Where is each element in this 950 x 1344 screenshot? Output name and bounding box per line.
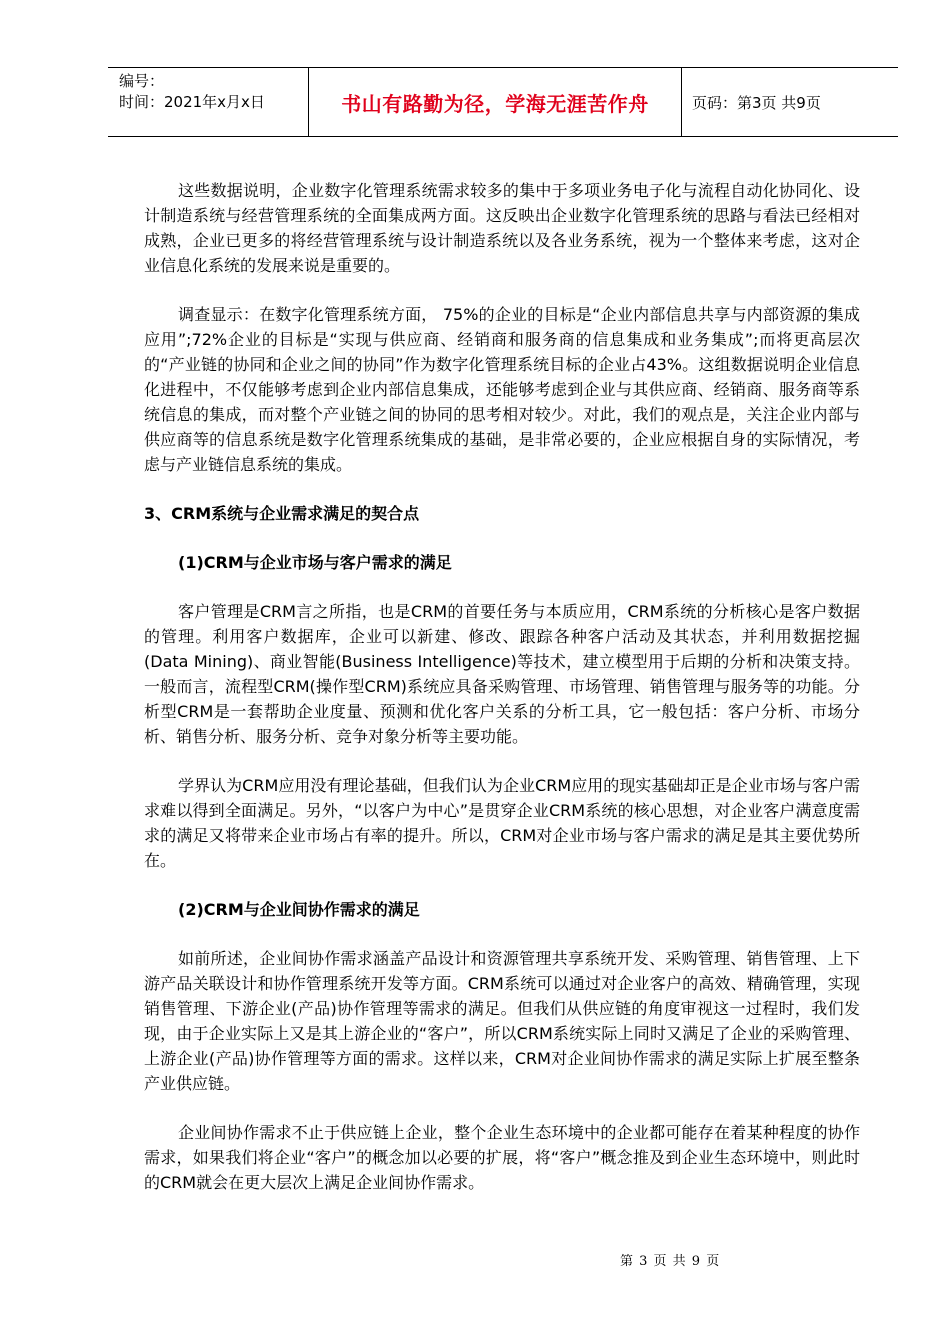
subsection-heading-collaboration: (2)CRM与企业间协作需求的满足 [178, 900, 420, 919]
paragraph-ecosystem: 企业间协作需求不止于供应链上企业，整个企业生态环境中的企业都可能存在着某种程度的协作需求，如果我们将企业“客户”的概念加以必要的扩展，将“客户”概念推及到企业生态环境中，则此时的CRM就会在更大层次上满足企业间协作需求。 [144, 1123, 860, 1192]
header-page-number: 页码：第3页 共9页 [692, 93, 821, 112]
subsection-heading-market: (1)CRM与企业市场与客户需求的满足 [178, 553, 452, 572]
paragraph-crm-basis: 学界认为CRM应用没有理论基础，但我们认为企业CRM应用的现实基础却正是企业市场与客户需求难以得到全面满足。另外，“以客户为中心”是贯穿企业CRM系统的核心思想，对企业客户满意度需求的满足又将带来企业市场占有率的提升。所以，CRM对企业市场与客户需求的满足是其主要优势所在。 [144, 776, 860, 870]
paragraph-customer-management: 客户管理是CRM言之所指，也是CRM的首要任务与本质应用，CRM系统的分析核心是客户数据的管理。利用客户数据库，企业可以新建、修改、跟踪各种客户活动及其状态，并利用数据挖掘(Data Mining)、商业智能(Business Intelligence)等技术，建立模型用于后期的分析和决策支持。一般而言，流程型CRM(操作型CRM)系统应具备采购管理、市场管理、销售管理与服务等的功能。分析型CRM是一套帮助企业度量、预测和优化客户关系的分析工具，它一般包括：客户分析、市场分析、销售分析、服务分析、竞争对象分析等主要功能。 [144, 602, 860, 746]
document-number-label: 编号： [119, 72, 165, 90]
paragraph-supply-chain: 如前所述，企业间协作需求涵盖产品设计和资源管理共享系统开发、采购管理、销售管理、上下游产品关联设计和协作管理系统开发等方面。CRM系统可以通过对企业客户的高效、精确管理，实现销售管理、下游企业(产品)协作管理等需求的满足。但我们从供应链的角度审视这一过程时，我们发现，由于企业实际上又是其上游企业的“客户”，所以CRM系统实际上同时又满足了企业的采购管理、上游企业(产品)协作管理等方面的需求。这样以来，CRM对企业间协作需求的满足实际上扩展至整条产业供应链。 [144, 949, 860, 1093]
document-date-label: 时间：2021年x月x日 [119, 93, 265, 111]
header-motto: 书山有路勤为径，学海无涯苦作舟 [309, 68, 682, 136]
paragraph-data-analysis: 这些数据说明，企业数字化管理系统需求较多的集中于多项业务电子化与流程自动化协同化、设计制造系统与经营管理系统的全面集成两方面。这反映出企业数字化管理系统的思路与看法已经相对成熟，企业已更多的将经营管理系统与设计制造系统以及各业务系统，视为一个整体来考虑，这对企业信息化系统的发展来说是重要的。 [144, 181, 860, 275]
document-body [144, 178, 860, 1219]
section-heading: 3、CRM系统与企业需求满足的契合点 [144, 504, 420, 523]
paragraph-survey-results: 调查显示：在数字化管理系统方面， 75%的企业的目标是“企业内部信息共享与内部资源的集成应用”;72%企业的目标是“实现与供应商、经销商和服务商的信息集成和业务集成”;而将更高层次的“产业链的协同和企业之间的协同”作为数字化管理系统目标的企业占43%。这组数据说明企业信息化进程中，不仅能够考虑到企业内部信息集成，还能够考虑到企业与其供应商、经销商、服务商等系统信息的集成，而对整个产业链之间的协同的思考相对较少。对此，我们的观点是，关注企业内部与供应商等的信息系统是数字化管理系统集成的基础，是非常必要的，企业应根据自身的实际情况，考虑与产业链信息系统的集成。 [144, 305, 860, 474]
header-meta [108, 68, 309, 136]
page-footer: 第 3 页 共 9 页 [620, 1254, 721, 1269]
page-header [108, 67, 898, 137]
